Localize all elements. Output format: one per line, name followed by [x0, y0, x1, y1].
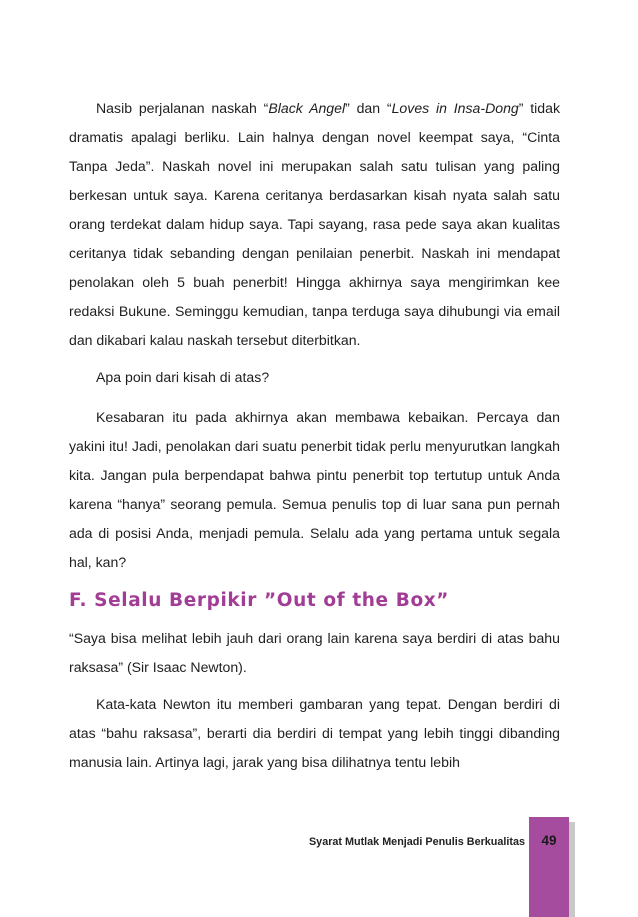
- paragraph-newton-quote: “Saya bisa melihat lebih jauh dari orang lain karena saya berdiri di atas bahu raksasa” (Sir Isaac Newton).: [69, 630, 560, 675]
- paragraph-story: [69, 94, 560, 355]
- paragraph-story-joiner: ” dan “: [345, 100, 392, 116]
- paragraph-question: Apa poin dari kisah di atas?: [96, 369, 270, 385]
- paragraph-story-body: ” tidak dramatis apalagi berliku. Lain halnya dengan novel keempat saya, “Cinta Tanpa Jeda”. Naskah novel ini merupakan salah satu tulisan yang paling berkesan untuk saya. Karena ceritanya berdasarkan kisah nyata salah satu orang terdekat dalam hidup saya. Tapi sayang, rasa pede saya akan kualitas ceritanya tidak sebanding dengan penilaian penerbit. Naskah ini mendapat penolakan oleh 5 buah penerbit! Hingga akhirnya saya mengirimkan kee redaksi Bukune. Seminggu kemudian, tanpa terduga saya dihubungi via email dan dikabari kalau naskah tersebut diterbitkan.: [69, 100, 561, 348]
- section-heading: F. Selalu Berpikir ”Out of the Box”: [69, 590, 450, 611]
- paragraph-newton-explanation: Kata-kata Newton itu memberi gambaran yang tepat. Dengan berdiri di atas “bahu raksasa”, berarti dia berdiri di tempat yang lebih tinggi dibanding manusia lain. Artinya lagi, jarak yang bisa dilihatnya tentu lebih: [69, 696, 560, 770]
- paragraph-story-intro: Nasib perjalanan naskah “: [96, 100, 269, 116]
- page-number-tab: [529, 817, 569, 917]
- page-tab-shadow: [569, 822, 575, 917]
- page-body: [69, 94, 560, 777]
- running-footer-title: Syarat Mutlak Menjadi Penulis Berkualitas: [308, 836, 525, 848]
- paragraph-lesson: Kesabaran itu pada akhirnya akan membawa kebaikan. Percaya dan yakini itu! Jadi, penolakan dari suatu penerbit tidak perlu menyurutkan langkah kita. Jangan pula berpendapat bahwa pintu penerbit top tertutup untuk Anda karena “hanya” seorang pemula. Semua penulis top di luar sana pun pernah ada di posisi Anda, menjadi pemula. Selalu ada yang pertama untuk segala hal, kan?: [69, 409, 560, 570]
- book-title-loves-in-insa-dong: Loves in Insa-Dong: [391, 100, 519, 116]
- page-number: 49: [541, 833, 557, 848]
- book-title-black-angel: Black Angel: [268, 100, 346, 116]
